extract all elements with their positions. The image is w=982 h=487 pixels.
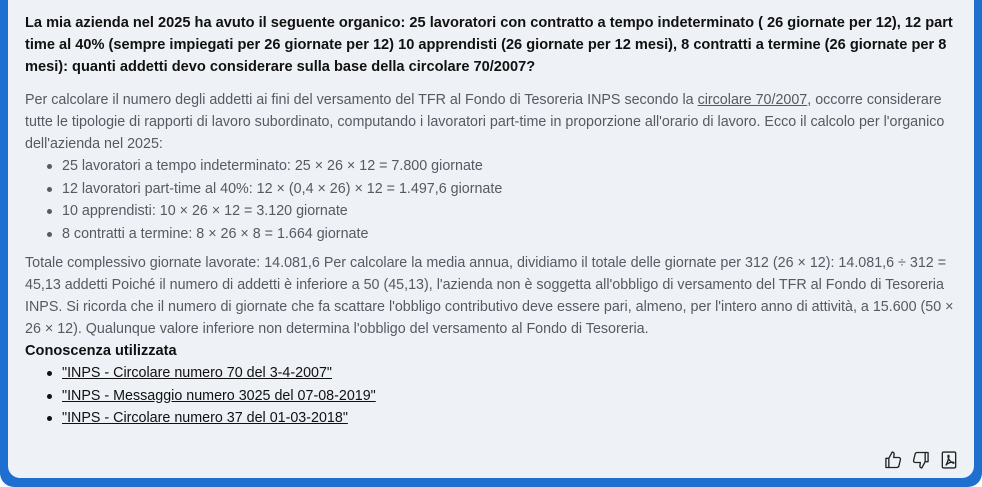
pdf-export-icon — [939, 450, 959, 470]
list-item: 12 lavoratori part-time al 40%: 12 × (0,4 × 26) × 12 = 1.497,6 giornate — [47, 178, 956, 201]
user-question: La mia azienda nel 2025 ha avuto il seguente organico: 25 lavoratori con contratto a tempo indeterminato ( 26 giornate per 12), 12 part time al 40% (sempre impiegati per 26 giornate per 12) 10 apprendisti (26 giornate per 12 mesi), 8 contratti a termine (26 giornate per 8 mesi): quanti addetti devo considerare sulla base della circolare 70/2007? — [25, 15, 953, 75]
assistant-answer — [25, 89, 956, 340]
reference-link[interactable]: "INPS - Messaggio numero 3025 del 07-08-2019" — [62, 387, 376, 404]
answer-intro-text: Per calcolare il numero degli addetti ai fini del versamento del TFR al Fondo di Tesoreria INPS secondo la — [25, 92, 698, 108]
thumbs-up-button[interactable] — [882, 449, 904, 471]
reference-list — [25, 362, 956, 430]
reference-item — [47, 407, 956, 430]
calculation-list — [25, 155, 956, 245]
reference-item — [47, 362, 956, 385]
message-actions — [882, 449, 960, 471]
thumbs-up-icon — [883, 450, 903, 470]
answer-total: Totale complessivo giornate lavorate: 14.081,6 Per calcolare la media annua, dividiamo il totale delle giornate per 312 (26 × 12): 14.081,6 ÷ 312 = 45,13 addetti Poiché il numero di addetti è inferiore a 50 (45,13), l'azienda non è soggetta all'obbligo di versamento del TFR al Fondo di Tesoreria INPS. Si ricorda che il numero di giornate che fa scattare l'obbligo contributivo deve essere pari, almeno, per l'intero anno di attività, a 15.600 (50 × 26 × 12). Qualunque valore inferiore non determina l'obbligo del versamento al Fondo di Tesoreria. — [25, 255, 954, 337]
reference-link[interactable]: "INPS - Circolare numero 37 del 01-03-2018" — [62, 410, 348, 426]
circolare-link[interactable]: circolare 70/2007 — [697, 92, 808, 108]
message-card — [8, 0, 974, 478]
reference-item — [47, 385, 956, 408]
list-item: 25 lavoratori a tempo indeterminato: 25 × 26 × 12 = 7.800 giornate — [47, 155, 956, 178]
thumbs-down-button[interactable] — [910, 449, 932, 471]
list-item: 10 apprendisti: 10 × 26 × 12 = 3.120 giornate — [47, 200, 956, 223]
reference-link[interactable]: "INPS - Circolare numero 70 del 3-4-2007" — [62, 365, 333, 381]
export-pdf-button[interactable] — [938, 449, 960, 471]
answer-intro — [25, 89, 956, 155]
knowledge-title: Conoscenza utilizzata — [25, 343, 177, 359]
list-item: 8 contratti a termine: 8 × 26 × 8 = 1.664 giornate — [47, 223, 956, 246]
answer-intro-text-end: , occorre considerare tutte le tipologie di rapporti di lavoro subordinato, computando i lavoratori part-time in proporzione all'orario di lavoro. Ecco il calcolo per l'organico dell'azienda nel 2025: — [25, 92, 945, 152]
thumbs-down-icon — [911, 450, 931, 470]
